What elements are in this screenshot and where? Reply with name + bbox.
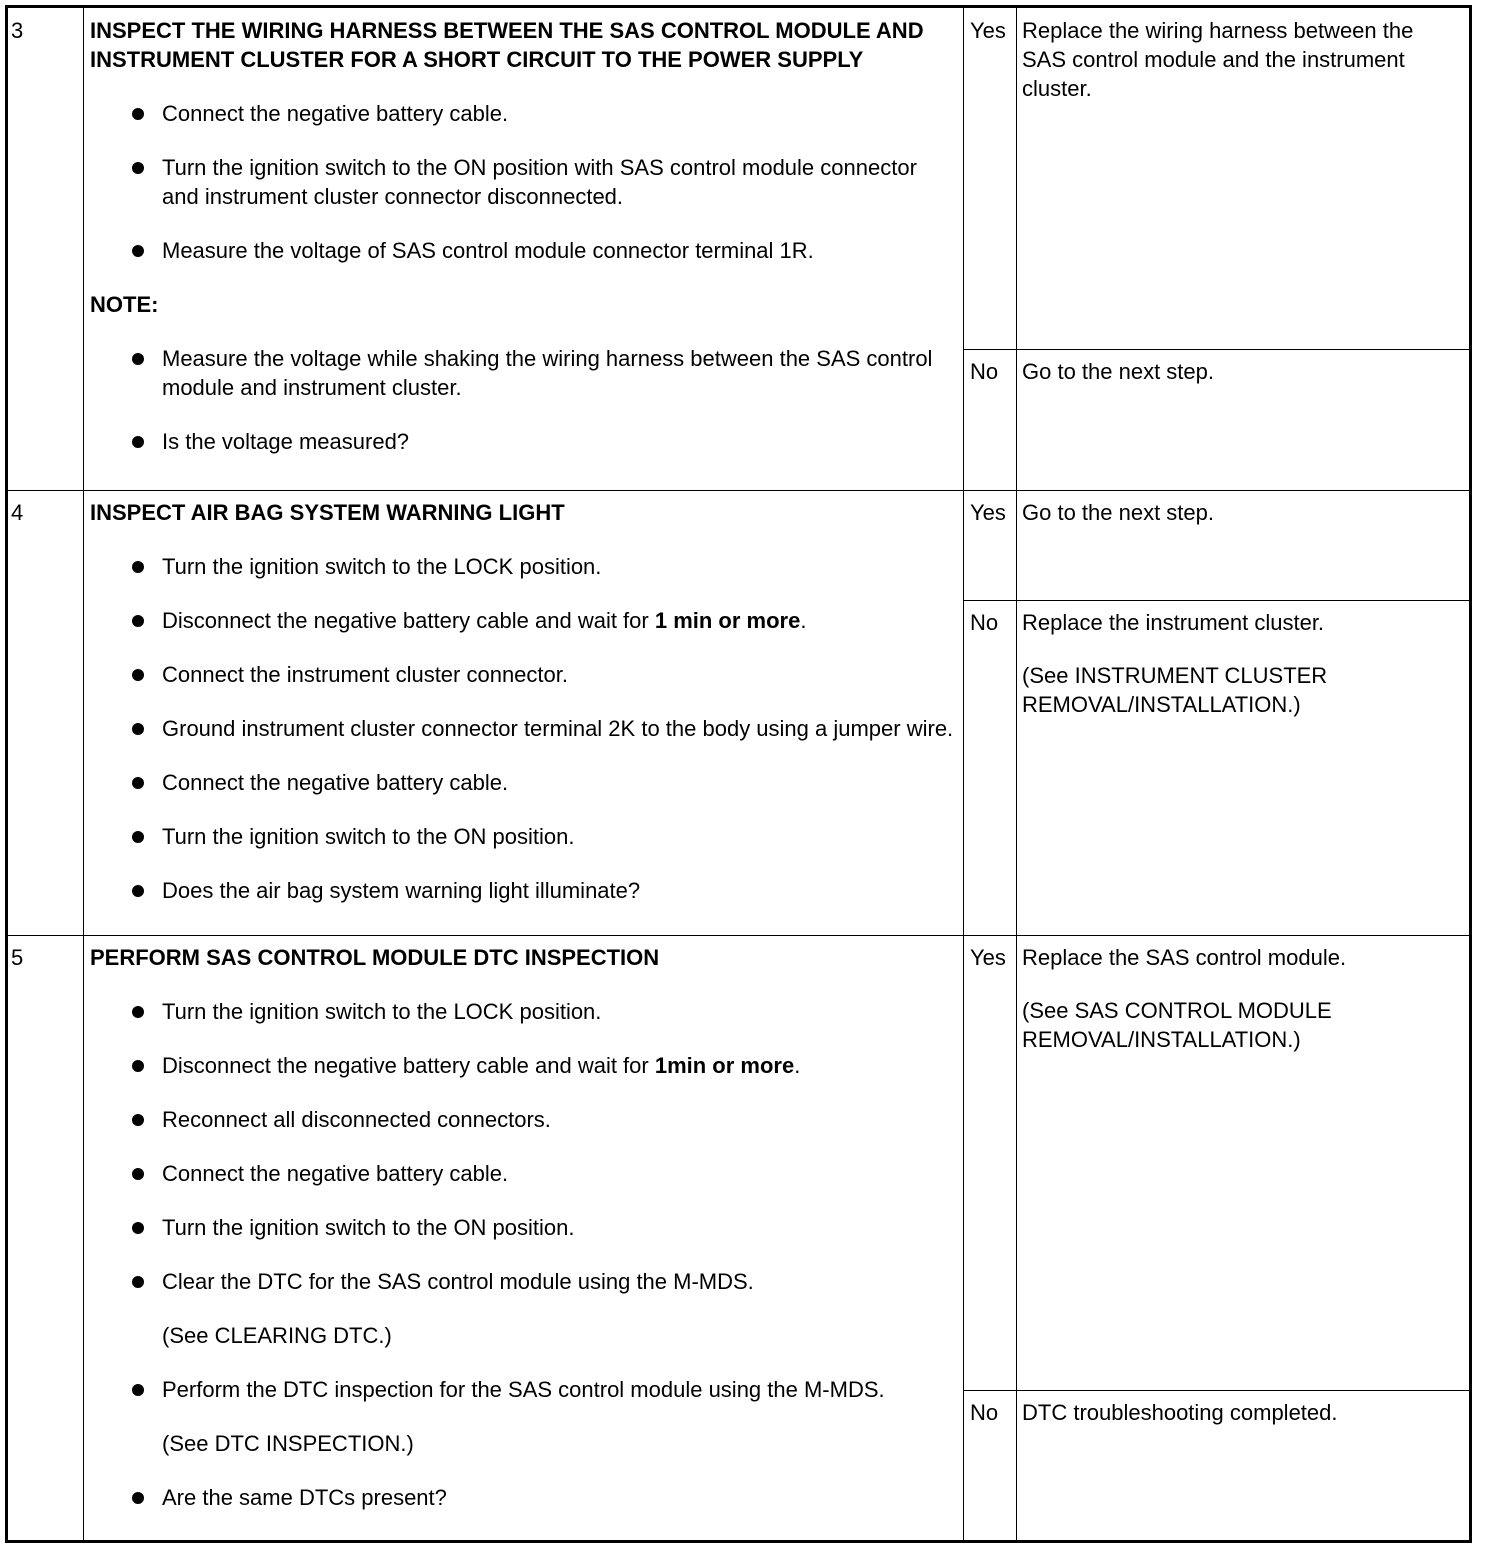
instruction-text: Turn the ignition switch to the ON position. — [162, 824, 575, 849]
note-label — [90, 290, 959, 319]
result-text: Go to the next step. — [1022, 500, 1215, 525]
instruction-text: Clear the DTC for the SAS control module using the M-MDS. — [162, 1269, 754, 1294]
instruction-text: Measure the voltage of SAS control module connector terminal 1R. — [162, 238, 814, 263]
emphasis-text: 1 min or more — [654, 608, 801, 633]
emphasis-text: 1min or more — [654, 1053, 795, 1078]
step-instructions — [84, 935, 963, 1540]
step-instructions — [84, 8, 963, 490]
instruction-text: Connect the instrument cluster connector. — [162, 662, 568, 687]
result-text: (See SAS CONTROL MODULE REMOVAL/INSTALLATION.) — [1022, 998, 1332, 1052]
instruction-text: Connect the negative battery cable. — [162, 101, 509, 126]
instruction-bullet — [90, 1051, 959, 1080]
result-text: Replace the instrument cluster. — [1022, 610, 1325, 635]
instruction-text: Connect the negative battery cable. — [162, 1161, 509, 1186]
instruction-bullet — [90, 606, 959, 635]
instruction-bullet — [90, 876, 959, 905]
yes-result — [1017, 935, 1469, 1390]
instruction-text: Measure the voltage while shaking the wiring harness between the SAS control module and instrument cluster. — [162, 346, 933, 400]
instruction-bullet — [90, 1213, 959, 1242]
troubleshooting-table — [5, 5, 1472, 1543]
step-instructions — [84, 490, 963, 935]
step-title: PERFORM SAS CONTROL MODULE DTC INSPECTION — [90, 945, 660, 970]
instruction-text: Disconnect the negative battery cable and wait for — [162, 608, 655, 633]
result-text: Replace the SAS control module. — [1022, 945, 1347, 970]
instruction-text: Ground instrument cluster connector terminal 2K to the body using a jumper wire. — [162, 716, 954, 741]
instruction-bullet — [90, 714, 959, 743]
result-text: DTC troubleshooting completed. — [1022, 1400, 1338, 1425]
instruction-text: Are the same DTCs present? — [162, 1485, 447, 1510]
instruction-text: (See DTC INSPECTION.) — [162, 1431, 414, 1456]
instruction-text: . — [794, 1053, 801, 1078]
no-label: No — [970, 610, 999, 635]
step-number: 3 — [11, 18, 24, 43]
step-title: INSPECT AIR BAG SYSTEM WARNING LIGHT — [90, 500, 565, 525]
result-text: Replace the wiring harness between the SAS control module and the instrument cluster. — [1022, 18, 1414, 101]
instruction-text: Reconnect all disconnected connectors. — [162, 1107, 551, 1132]
instruction-bullet — [90, 344, 959, 402]
reference-text — [90, 1429, 959, 1458]
instruction-bullet — [90, 1159, 959, 1188]
instruction-text: Is the voltage measured? — [162, 429, 410, 454]
instruction-text: Turn the ignition switch to the LOCK position. — [162, 554, 602, 579]
step-title: INSPECT THE WIRING HARNESS BETWEEN THE SAS CONTROL MODULE AND INSTRUMENT CLUSTER FOR A SHORT CIRCUIT TO THE POWER SUPPLY — [90, 18, 924, 72]
no-result — [1017, 600, 1469, 935]
instruction-text: (See CLEARING DTC.) — [162, 1323, 392, 1348]
instruction-bullet — [90, 1267, 959, 1296]
instruction-text: Perform the DTC inspection for the SAS control module using the M-MDS. — [162, 1377, 885, 1402]
no-label: No — [970, 1400, 999, 1425]
instruction-bullet — [90, 1483, 959, 1512]
yes-label: Yes — [970, 500, 1006, 525]
instruction-bullet — [90, 660, 959, 689]
no-result — [1017, 1390, 1469, 1540]
instruction-bullet — [90, 552, 959, 581]
instruction-bullet — [90, 1105, 959, 1134]
instruction-text: Connect the negative battery cable. — [162, 770, 509, 795]
instruction-text: Turn the ignition switch to the LOCK position. — [162, 999, 602, 1024]
yes-result — [1017, 490, 1469, 600]
instruction-text: Turn the ignition switch to the ON position. — [162, 1215, 575, 1240]
instruction-bullet — [90, 99, 959, 128]
result-text: (See INSTRUMENT CLUSTER REMOVAL/INSTALLATION.) — [1022, 663, 1328, 717]
result-text: Go to the next step. — [1022, 359, 1215, 384]
yes-label: Yes — [970, 18, 1006, 43]
instruction-bullet — [90, 427, 959, 456]
reference-text — [90, 1321, 959, 1350]
instruction-bullet — [90, 997, 959, 1026]
instruction-text: Does the air bag system warning light illuminate? — [162, 878, 641, 903]
step-number: 5 — [11, 945, 24, 970]
step-number: 4 — [11, 500, 24, 525]
no-result — [1017, 349, 1469, 490]
instruction-bullet — [90, 1375, 959, 1404]
yes-result — [1017, 8, 1469, 349]
instruction-text: . — [800, 608, 807, 633]
instruction-bullet — [90, 236, 959, 265]
instruction-bullet — [90, 822, 959, 851]
instruction-text: NOTE: — [90, 292, 159, 317]
instruction-bullet — [90, 153, 959, 211]
instruction-text: Turn the ignition switch to the ON position with SAS control module connector and instrument cluster connector disconnected. — [162, 155, 917, 209]
instruction-text: Disconnect the negative battery cable and wait for — [162, 1053, 655, 1078]
instruction-bullet — [90, 768, 959, 797]
yes-label: Yes — [970, 945, 1006, 970]
no-label: No — [970, 359, 999, 384]
